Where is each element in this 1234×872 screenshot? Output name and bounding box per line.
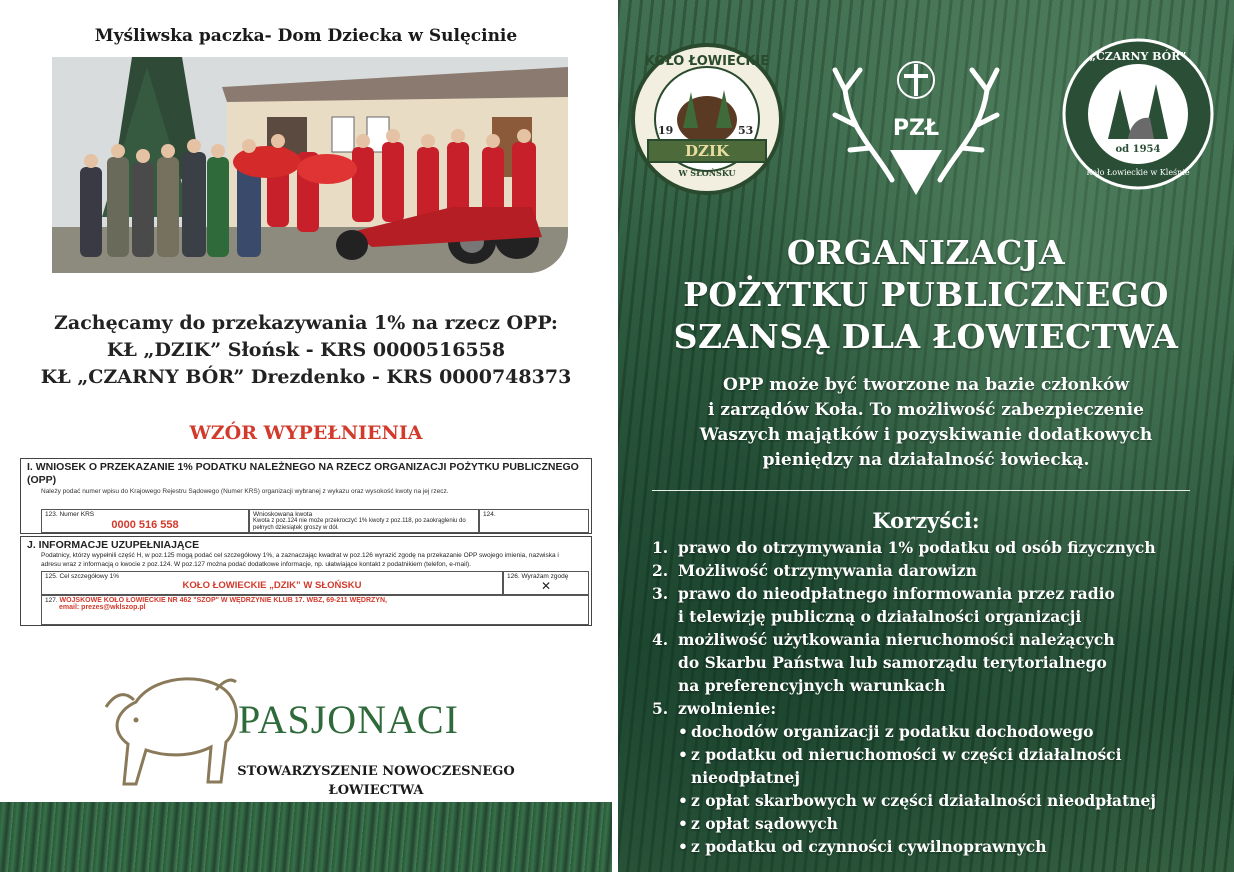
form-sample-heading: WZÓR WYPEŁNIENIA <box>189 422 423 444</box>
field-123-label: 123. Numer KRS <box>45 511 95 518</box>
brand-name: PASJONACI <box>238 697 459 742</box>
dzik-emblem-place: W SŁOŃSKU <box>678 168 736 178</box>
pzl-emblem <box>830 30 1002 202</box>
field-kwota <box>249 509 479 533</box>
section-divider <box>652 490 1190 491</box>
section-j-title: J. INFORMACJE UZUPEŁNIAJĄCE <box>27 539 200 551</box>
list-item: • z opłat skarbowych w części działalności nieodpłatnej <box>678 791 1156 810</box>
form-section-j <box>20 536 592 626</box>
field-125 <box>41 571 503 595</box>
consent-checkbox-mark: ✕ <box>540 579 552 593</box>
bullet-icon: • <box>678 837 688 856</box>
section-i-note: Należy podać numer wpisu do Krajowego Rejestru Sądowego (Numer KRS) organizacji wybranej z wykazu oraz wysokość kwoty na jej rzecz. <box>41 488 449 495</box>
krs-appeal <box>0 310 612 391</box>
field-124-label: 124. <box>483 511 496 518</box>
dzik-emblem-name: DZIK <box>684 142 729 160</box>
dzik-emblem-year-a: 19 <box>658 124 674 137</box>
field-126-label: 126. Wyrażam zgodę <box>507 573 569 580</box>
czarny-bor-emblem-bottom: Koło Łowieckie w Kleśnie <box>1086 168 1190 177</box>
bullet-icon: • <box>678 722 688 741</box>
krs-number-value: 0000 516 558 <box>111 519 179 531</box>
list-item: 4. możliwość użytkowania nieruchomości należących do Skarbu Państwa lub samorządu terytorialnego na preferencyjnych warunkach <box>652 630 1115 695</box>
benefits-heading: Korzyści: <box>872 508 980 533</box>
intro-line: Waszych majątków i pozyskiwanie dodatkowych <box>699 425 1153 445</box>
list-item: 1. prawo do otrzymywania 1% podatku od osób fizycznych <box>652 538 1156 557</box>
bullet-icon: • <box>678 791 688 810</box>
brand-subtitle-line: ŁOWIECTWA <box>328 783 424 798</box>
main-title-line: POŻYTKU PUBLICZNEGO <box>683 275 1169 314</box>
field-kwota-label: Wnioskowana kwota <box>253 511 313 518</box>
appeal-line-czarny-bor: KŁ „CZARNY BÓR” Drezdenko - KRS 0000748373 <box>40 366 572 388</box>
intro-line: i zarządów Koła. To możliwość zabezpieczenie <box>708 400 1144 420</box>
photo-caption: Myśliwska paczka- Dom Dziecka w Sulęcinie <box>94 26 518 46</box>
tax-form-sample <box>20 458 592 626</box>
brand-subtitle <box>226 762 526 800</box>
dzik-emblem-top: KOŁO ŁOWIECKIE <box>644 54 770 69</box>
pzl-emblem-text: PZŁ <box>892 116 940 141</box>
exemptions-list <box>652 720 1212 858</box>
list-item: 5. zwolnienie: <box>652 699 777 718</box>
right-panel <box>618 0 1234 872</box>
field-125-label: 125. Cel szczegółowy 1% <box>45 573 120 580</box>
kolo-dzik-emblem <box>628 40 786 198</box>
group-photo-illustration <box>52 57 568 273</box>
bullet-icon: • <box>678 745 688 764</box>
list-item: • z opłat sądowych <box>678 814 838 833</box>
field-126 <box>503 571 589 595</box>
intro-text <box>618 373 1234 473</box>
section-j-note: Podatnicy, którzy wypełnili część H, w poz.125 mogą podać cel szczegółowy 1%, a zaznaczając kwadrat w poz.126 wyrazić zgodę na przekazanie OPP swojego imienia, nazwiska i adresu wraz z informacją o kwocie z poz.124. W poz.127 można podać dodatkowe informacje, np. ułatwiające kontakt z podatnikiem (telefon, e-mail). <box>41 552 559 568</box>
brand-subtitle-line: STOWARZYSZENIE NOWOCZESNEGO <box>237 764 515 779</box>
dzik-emblem-year-b: 53 <box>738 124 754 137</box>
main-title-line: SZANSĄ DLA ŁOWIECTWA <box>673 317 1179 356</box>
appeal-line-dzik: KŁ „DZIK” Słońsk - KRS 0000516558 <box>106 339 506 361</box>
czarny-bor-emblem-name: „CZARNY BÓR” <box>1089 50 1187 63</box>
field-127 <box>41 595 589 625</box>
goal-value: KOŁO ŁOWIECKIE „DZIK” W SŁOŃSKU <box>182 580 362 591</box>
czarny-bor-emblem-since: od 1954 <box>1115 144 1161 155</box>
list-item: • dochodów organizacji z podatku dochodowego <box>678 722 1094 741</box>
field-124 <box>479 509 589 533</box>
additional-info-value: WOJSKOWE KOŁO ŁOWIECKIE NR 462 "SZOP" W WĘDRZYNIE KLUB 17. WBZ, 69-211 WĘDRZYN, <box>59 597 387 604</box>
czarny-bor-emblem <box>1058 34 1218 194</box>
main-title-line: ORGANIZACJA <box>786 233 1066 272</box>
form-section-i <box>20 458 592 534</box>
list-item: 3. prawo do nieodpłatnego informowania przez radio i telewizję publiczną o działalności organizacji <box>652 584 1115 626</box>
list-item: • z podatku od nieruchomości w części działalności nieodpłatnej <box>678 745 1122 787</box>
additional-info-email: email: prezes@wklszop.pl <box>59 604 146 611</box>
bullet-icon: • <box>678 814 688 833</box>
group-photo <box>52 57 568 273</box>
field-127-label: 127. <box>45 597 58 604</box>
intro-line: OPP może być tworzone na bazie członków <box>723 375 1129 395</box>
field-123 <box>41 509 249 533</box>
forest-strip <box>0 802 612 872</box>
left-panel <box>0 0 612 872</box>
list-item: 2. Możliwość otrzymywania darowizn <box>652 561 977 580</box>
field-kwota-note: Kwota z poz.124 nie może przekroczyć 1% kwoty z poz.118, po zaokrągleniu do pełnych dziesiątek groszy w dół. <box>253 518 466 531</box>
benefits-list <box>652 536 1212 858</box>
section-i-title: I. WNIOSEK O PRZEKAZANIE 1% PODATKU NALEŻNEGO NA RZECZ ORGANIZACJI POŻYTKU PUBLICZNEGO (OPP) <box>27 461 579 486</box>
main-title <box>618 232 1234 358</box>
intro-line: pieniędzy na działalność łowiecką. <box>762 450 1090 470</box>
appeal-line: Zachęcamy do przekazywania 1% na rzecz OPP: <box>54 312 558 334</box>
list-item: • z podatku od czynności cywilnoprawnych <box>678 837 1047 856</box>
